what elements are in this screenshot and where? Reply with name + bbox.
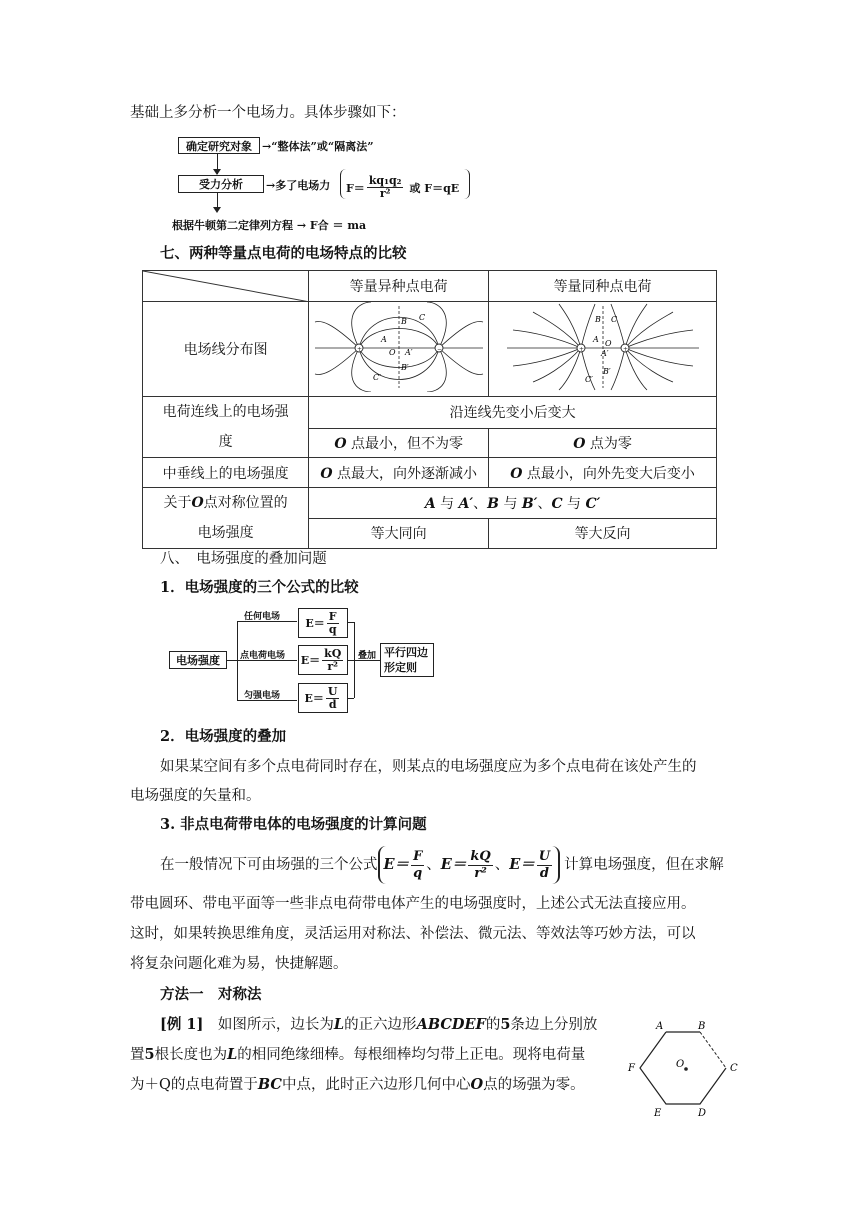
para2-f3-den: d <box>539 865 549 881</box>
example-text: 的相同绝缘细棒。每根细棒均匀带上正电。现将电荷量 <box>237 1047 586 1063</box>
flow2-formula-1 <box>298 608 348 638</box>
sub2-title: 2．电场强度的叠加 <box>160 728 287 745</box>
sym-and: 与 <box>503 495 518 512</box>
hex-label-B: B <box>698 1021 706 1032</box>
sym-and: 与 <box>440 495 455 512</box>
f1-frac <box>327 611 339 636</box>
label-O: O <box>388 348 396 357</box>
para2-f2-den: r² <box>474 865 487 881</box>
o-symbol: O <box>320 465 333 482</box>
f2-den: r² <box>327 659 338 673</box>
flow2-line <box>227 660 237 661</box>
sym-same: 等大反向 <box>489 518 717 549</box>
label-B-prime-same: B′ <box>602 367 611 376</box>
para2-line4: 将复杂问题化难为易，快捷解题。 <box>130 956 348 972</box>
svg-text:−: − <box>436 346 442 353</box>
example-L: L <box>227 1046 238 1063</box>
flow2-root: 电场强度 <box>169 651 227 669</box>
flow-step-analysis: 受力分析 <box>178 175 264 193</box>
perp-opposite-text: 点最大，向外逐渐减小 <box>336 465 477 482</box>
sym-B: B <box>487 495 499 512</box>
example-line2 <box>130 1045 585 1065</box>
para2-f3-frac <box>537 849 552 882</box>
para2-f2-frac <box>468 849 492 882</box>
field-lines-opposite <box>311 302 487 392</box>
section7-title: 七、两种等量点电荷的电场特点的比较 <box>160 245 407 262</box>
sym-sep: 、 <box>537 495 552 512</box>
row-label-line <box>143 397 309 458</box>
table-corner <box>143 271 309 302</box>
row-label-sym-a <box>143 488 308 518</box>
flow2-branch-any: 任何电场 <box>244 612 281 622</box>
flow-step-object-note: →“整体法”或“隔离法” <box>262 140 374 153</box>
f3-den: d <box>328 697 337 711</box>
hex-label-D: D <box>698 1108 707 1118</box>
flow2-join-label: 叠加 <box>358 651 377 661</box>
method1-title: 方法一 对称法 <box>160 986 262 1003</box>
label-B: B <box>400 317 407 326</box>
o-symbol: O <box>191 495 204 511</box>
row-label-perp: 中垂线上的电场强度 <box>143 458 309 488</box>
header-opposite: 等量异种点电荷 <box>309 271 489 302</box>
hex-label-C: C <box>730 1063 738 1074</box>
f1-den: q <box>328 622 337 636</box>
line-opposite-text: 点最小，但不为零 <box>350 435 463 452</box>
label-A: A <box>380 335 387 344</box>
sym-sep: 、 <box>473 495 488 512</box>
sym-A: A <box>424 495 436 512</box>
flow-step-object: 确定研究对象 <box>178 137 260 154</box>
example-tag: [例 1] <box>160 1016 204 1033</box>
header-same: 等量同种点电荷 <box>489 271 717 302</box>
f3-lhs: E＝ <box>304 692 324 705</box>
f1-lhs: E＝ <box>305 617 325 630</box>
para2-f1-den: q <box>413 865 423 881</box>
para2-f2-num: kQ <box>470 848 491 864</box>
label-A-prime-same: A′ <box>600 349 609 358</box>
example-O: O <box>470 1076 484 1093</box>
field-lines-same <box>503 302 703 392</box>
perp-opposite <box>309 458 489 488</box>
para1-line2: 电场强度的矢量和。 <box>130 788 261 804</box>
label-B-prime: B′ <box>400 363 409 372</box>
formula-qe: 或 F＝qE <box>409 181 460 195</box>
label-O-same: O <box>604 339 612 348</box>
row-label-sym <box>143 488 309 549</box>
f3-num: U <box>327 684 338 698</box>
line-same <box>489 428 717 457</box>
label-A-same: A <box>592 335 599 344</box>
intro-line: 基础上多分析一个电场力。具体步骤如下： <box>130 105 406 121</box>
para2-line1 <box>160 846 724 884</box>
f1-num: F <box>328 609 337 623</box>
corner-diagonal <box>143 271 310 302</box>
flow2-join-line-3 <box>348 698 354 699</box>
para2-pre: 在一般情况下可由场强的三个公式 <box>160 857 378 873</box>
perp-same <box>489 458 717 488</box>
formula-coulomb-num: kq₁q₂ <box>368 174 402 187</box>
para2-f3-lhs: E＝ <box>509 856 535 873</box>
example-line3 <box>130 1075 585 1095</box>
example-line1 <box>160 1015 597 1035</box>
svg-text:+: + <box>578 346 584 353</box>
example-text: 中点，此时正六边形几何中心 <box>281 1077 471 1093</box>
para2-f1-num: F <box>413 848 423 864</box>
label-C-prime-same: C′ <box>584 375 593 384</box>
hex-label-F: F <box>628 1063 635 1074</box>
para2-sep: 、 <box>494 857 510 873</box>
hex-label-E: E <box>654 1108 662 1118</box>
example-text: 条边上分别放 <box>510 1017 598 1033</box>
example-text: 为＋Q的点电荷置于 <box>130 1077 258 1093</box>
flow2-trunk <box>237 621 238 701</box>
flow-step-analysis-note: →多了电场力 <box>266 179 331 192</box>
sub3-title: 3. 非点电荷带电体的电场强度的计算问题 <box>160 816 427 833</box>
para2-f2-lhs: E＝ <box>440 856 467 873</box>
label-A-prime: A′ <box>404 348 413 357</box>
f2-lhs: E＝ <box>300 654 321 667</box>
flow-arrowhead-2 <box>213 207 221 213</box>
flow2-branch-uniform: 匀强电场 <box>244 691 281 701</box>
line-opposite <box>309 428 489 457</box>
flow2-result <box>380 643 434 677</box>
row-label-line-a: 电荷连线上的电场强 <box>162 404 289 420</box>
formula-coulomb <box>346 175 459 200</box>
para2-f1-frac <box>411 849 424 882</box>
para2-sep: 、 <box>426 857 441 873</box>
flow2-result-1: 平行四边 <box>384 646 428 659</box>
flow-step-newton: 根据牛顿第二定律列方程 → F合 ＝ ma <box>172 219 367 232</box>
svg-text:+: + <box>622 346 628 353</box>
example-text: 点的场强为零。 <box>483 1077 585 1093</box>
f2-frac <box>322 648 343 673</box>
example-text: 的正六边形 <box>344 1017 417 1033</box>
formula-coulomb-lhs: F＝ <box>346 181 365 195</box>
perp-same-text: 点最小，向外先变大后变小 <box>526 465 695 482</box>
label-C-same: C <box>610 315 617 324</box>
para2-line3: 这时，如果转换思维角度，灵活运用对称法、补偿法、微元法、等效法等巧妙方法，可以 <box>130 926 696 942</box>
sym-opposite: 等大同向 <box>309 518 489 549</box>
flow2-formula-3 <box>298 683 348 713</box>
row-label-diagram: 电场线分布图 <box>143 302 309 397</box>
example-five: 5 <box>144 1046 155 1063</box>
example-text: 置 <box>130 1047 145 1063</box>
row-label-line-b: 度 <box>218 434 233 450</box>
flow2-result-2: 形定则 <box>384 661 417 674</box>
diagram-same-cell <box>489 302 717 397</box>
f3-frac <box>326 686 340 711</box>
line-shared: 沿连线先变小后变大 <box>309 397 717 429</box>
para2-line2: 带电圆环、带电平面等一些非点电荷带电体产生的电场强度时，上述公式无法直接应用。 <box>130 896 696 912</box>
example-text: 的 <box>485 1017 501 1033</box>
sym-C-prime: C′ <box>585 495 601 512</box>
sym-B-prime: B′ <box>521 495 538 512</box>
para2-f1-lhs: E＝ <box>383 856 410 873</box>
example-text: 根长度也为 <box>154 1047 228 1063</box>
sym-pos: 点对称位置的 <box>203 495 288 511</box>
label-C: C <box>418 313 425 322</box>
hex-label-A: A <box>656 1021 664 1032</box>
row-label-sym-b: 电场强度 <box>197 525 254 541</box>
label-C-prime: C′ <box>372 373 381 382</box>
section8-title: 八、 电场强度的叠加问题 <box>160 551 327 567</box>
comparison-table <box>142 270 717 549</box>
hex-label-O: O <box>676 1059 685 1070</box>
svg-text:+: + <box>356 346 362 353</box>
sym-and: 与 <box>567 495 582 512</box>
label-B-same: B <box>594 315 601 324</box>
example-five: 5 <box>500 1016 511 1033</box>
o-symbol: O <box>334 435 347 452</box>
line-same-text: 点为零 <box>589 435 632 452</box>
sym-shared <box>309 488 717 519</box>
sym-about: 关于 <box>163 495 192 511</box>
f2-num: kQ <box>324 646 342 660</box>
flow2-branch-point: 点电荷电场 <box>240 651 286 661</box>
para2-formula-bracket <box>378 846 561 884</box>
formula-coulomb-den: r² <box>379 187 391 200</box>
example-L: L <box>333 1016 345 1033</box>
flow2-formula-2 <box>298 645 348 675</box>
sym-A-prime: A′ <box>458 495 474 512</box>
para2-f3-num: U <box>538 848 551 864</box>
example-polygon: ABCDEF <box>416 1016 486 1033</box>
sub1-title: 1．电场强度的三个公式的比较 <box>160 579 359 596</box>
formula-coulomb-frac <box>367 175 404 200</box>
hexagon-figure <box>622 1018 742 1118</box>
example-BC: BC <box>257 1076 282 1093</box>
example-text: 如图所示，边长为 <box>203 1017 334 1033</box>
para2-post: 计算电场强度，但在求解 <box>564 857 724 873</box>
sym-C: C <box>551 495 563 512</box>
o-symbol: O <box>510 465 523 482</box>
o-symbol: O <box>573 435 586 452</box>
diagram-opposite-cell <box>309 302 489 397</box>
para1-line1: 如果某空间有多个点电荷同时存在，则某点的电场强度应为多个点电荷在该处产生的 <box>160 759 697 775</box>
